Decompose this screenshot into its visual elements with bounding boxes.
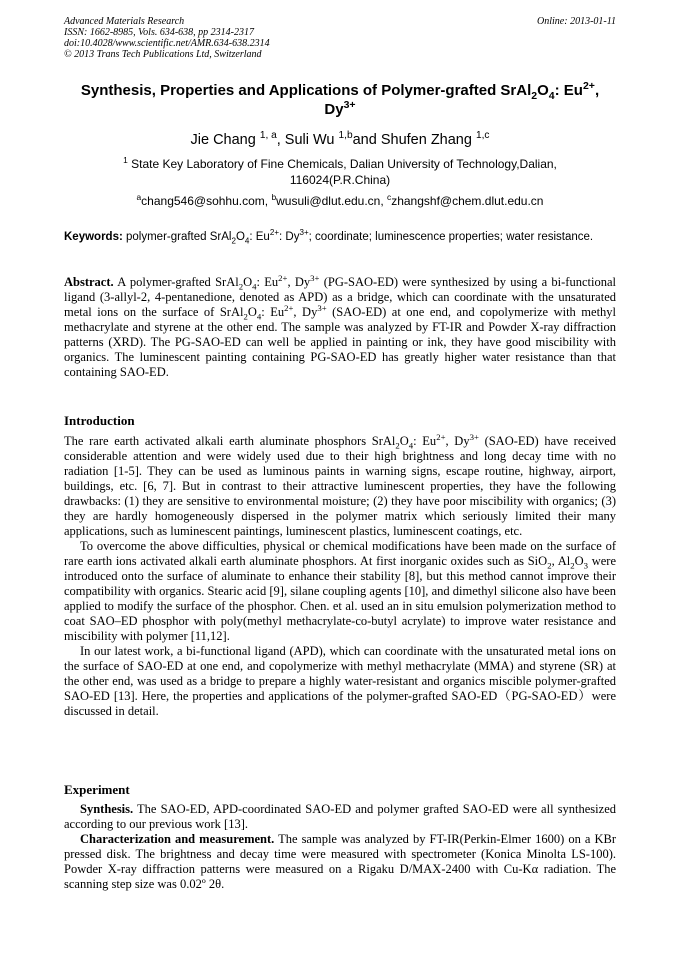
- paper-title: Synthesis, Properties and Applications of Polymer-grafted $SrAl_2O_4$: $Eu^{2+}$, $Dy^{3+}$: [80, 80, 600, 118]
- paragraph: In our latest work, a bi-functional ligand (APD), which can coordinate with the unsaturated metal ions on the surface of SAO-ED at one end, and copolymerize with methyl methacrylate (MMA) and styrene (SR) at the other end, was used as a bridge to prepare a highly water-resistant and organics miscible polymer-grafted SAO-ED [13]. Here, the properties and applications of the polymer-grafted SAO-ED（PG-SAO-ED）were discussed in detail.: [64, 644, 616, 718]
- author-emails: $^a$chang546@sohhu.com, $^b$wusuli@dlut.edu.cn, $^c$zhangshf@chem.dlut.edu.cn: [136, 192, 544, 208]
- abstract-label: Abstract.: [64, 275, 114, 289]
- copyright-line: © 2013 Trans Tech Publications Ltd, Switzerland: [64, 49, 262, 60]
- keywords-label: Keywords:: [64, 231, 123, 243]
- paragraph: The rare earth activated alkali earth aluminate phosphors $SrAl_2O_4$: $Eu^{2+}$, $Dy^{3+}$ (SAO-ED) have received considerable attention and were widely used due to their high brightness and long decay time with no radiation [1-5]. They can be used as luminous paints in warning signs, escape routine, highway, airport, buildings, etc. [6, 7]. But in contrast to their attractive luminescent properties, they have the following drawbacks: (1) they are sensitive to environmental moisture; (2) they have poor miscibility with organics; (3) they are hardly homogeneously dispersed in the polymer matrix which seriously limited their many applications, such as luminescent paintings, luminescent plastics, luminescent coatings, etc.: [64, 431, 616, 538]
- keywords: Keywords: polymer-grafted $SrAl_2O_4$: $Eu^{2+}$: $Dy^{3+}$; coordinate; luminescence properties; water resistance.: [64, 228, 594, 246]
- section-heading-introduction: Introduction: [64, 413, 135, 428]
- paragraph: Synthesis. The SAO-ED, APD-coordinated SAO-ED and polymer grafted SAO-ED were all synthesized according to our previous work [13].: [64, 802, 616, 831]
- introduction-section: [64, 431, 616, 719]
- paragraph: Characterization and measurement. The sample was analyzed by FT-IR(Perkin-Elmer 1600) on a KBr pressed disk. The brightness and decay time were measured with spectrometer (Konica Minolta LS-100). Powder X-ray diffraction patterns were measured on a Rigaku D/MAX-2400 with Cu-Kα radiation. The scanning step size was 0.02º 2θ.: [64, 832, 617, 891]
- abstract: Abstract. A polymer-grafted $SrAl_2O_4$: $Eu^{2+}$, $Dy^{3+}$ (PG-SAO-ED) were synthesized by using a bi-functional ligand (3-allyl-2, 4-pentanedione, denoted as APD) as a bridge, which can coordinate with the unsaturated metal ions on the surface of $SrAl_2O_4$: $Eu^{2+}$, $Dy^{3+}$ (SAO-ED) at one end, and copolymerize with methyl methacrylate and styrene at the other end. The sample was analyzed by FT-IR and Powder X-ray diffraction patterns (XRD). The PG-SAO-ED can well be applied in painting or ink, they have good miscibility with organics. The luminescent painting containing PG-SAO-ED has greatly higher water resistance than that containing SAO-ED.: [64, 272, 617, 379]
- journal-name: Advanced Materials Research: [64, 16, 185, 27]
- email-link[interactable]: chang546@sohhu.com,: [141, 194, 272, 208]
- author-list: Jie Chang $^{1, a}$, Suli Wu $^{1,b}$and Shufen Zhang $^{1,c}$: [190, 130, 490, 148]
- email-link[interactable]: wusuli@dlut.edu.cn,: [276, 194, 388, 208]
- issn-line: ISSN: 1662-8985, Vols. 634-638, pp 2314-2317: [64, 27, 254, 38]
- email-link[interactable]: zhangshf@chem.dlut.edu.cn: [391, 194, 544, 208]
- journal-header: [64, 16, 616, 60]
- paragraph: To overcome the above difficulties, physical or chemical modifications have been made on the surface of rare earth ions activated alkali earth aluminate phosphors. At first inorganic oxides such as SiO$_2$, $Al_2O_3$ were introduced onto the surface of aluminate to enhance their stability [8], but this method cannot improve their compatibility with organics. Stearic acid [9], silane coupling agents [10], and dimethyl silicone also have been applied to modify the surface of the phosphor. Chen. et al. used an in situ emulsion polymerization method to coat SAO–ED phosphor with poly(methyl methacrylate-co-butyl acrylate) to improve water resistance and miscibility with polymer [11,12].: [64, 539, 616, 643]
- online-date: Online: 2013-01-11: [537, 16, 616, 27]
- section-heading-experiment: Experiment: [64, 782, 130, 797]
- experiment-section: [64, 802, 616, 892]
- doi-line: doi:10.4028/www.scientific.net/AMR.634-638.2314: [64, 38, 270, 49]
- affiliation: $^1$ State Key Laboratory of Fine Chemicals, Dalian University of Technology,Dalian, 116024(P.R.China): [123, 155, 557, 187]
